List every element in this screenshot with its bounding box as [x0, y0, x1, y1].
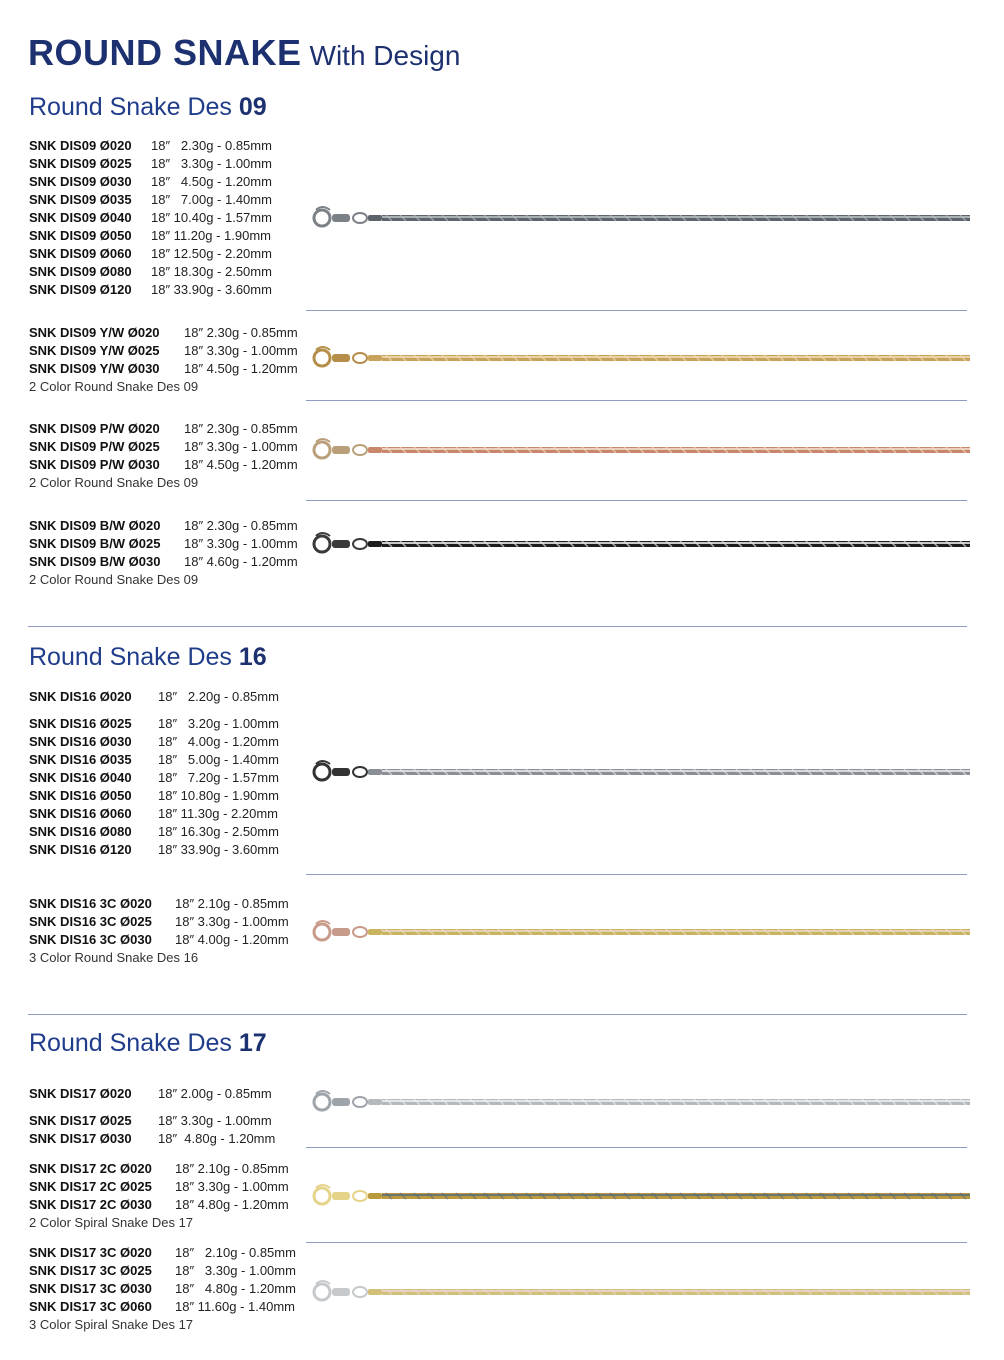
- yellow-white-snake-chain-icon: [306, 336, 972, 380]
- spec-row: [29, 733, 279, 751]
- spec-row: [29, 751, 279, 769]
- product-spec: 18″ 4.50g - 1.20mm: [151, 174, 272, 189]
- spec-group-des09-yw: [29, 324, 298, 396]
- product-spec: 18″ 3.30g - 1.00mm: [175, 1179, 289, 1194]
- divider: [306, 400, 967, 401]
- product-spec: 18″ 3.30g - 1.00mm: [175, 1263, 296, 1278]
- spec-row: [29, 688, 279, 706]
- spec-row: [29, 1160, 289, 1178]
- section-divider: [28, 626, 967, 627]
- silver-design17-chain-icon: [306, 1080, 972, 1124]
- product-spec: 18″ 2.00g - 0.85mm: [158, 1086, 272, 1101]
- spec-row: [29, 715, 279, 733]
- product-code: SNK DIS09 Ø080: [29, 264, 132, 279]
- spec-group-des16-3c: [29, 895, 289, 967]
- product-spec: 18″ 2.30g - 0.85mm: [184, 421, 298, 436]
- section-title-des16: [29, 643, 267, 672]
- product-spec: 18″ 4.60g - 1.20mm: [184, 554, 298, 569]
- spec-row: [29, 769, 279, 787]
- product-spec: 18″ 2.30g - 0.85mm: [184, 518, 298, 533]
- product-spec: 18″ 3.30g - 1.00mm: [175, 914, 289, 929]
- product-spec: 18″ 33.90g - 3.60mm: [151, 282, 272, 297]
- product-code: SNK DIS17 2C Ø030: [29, 1197, 152, 1212]
- spec-row: [29, 1112, 275, 1130]
- product-code: SNK DIS09 Ø035: [29, 192, 132, 207]
- spec-row: [29, 1085, 272, 1103]
- product-code: SNK DIS16 Ø025: [29, 716, 132, 731]
- product-code: SNK DIS09 Ø060: [29, 246, 132, 261]
- spec-row: [29, 517, 298, 535]
- spec-row: [29, 137, 272, 155]
- product-code: SNK DIS17 2C Ø025: [29, 1179, 152, 1194]
- product-code: SNK DIS09 P/W Ø025: [29, 439, 160, 454]
- product-spec: 18″ 3.30g - 1.00mm: [151, 156, 272, 171]
- two-color-spiral-chain-icon: [306, 1174, 972, 1218]
- divider: [306, 874, 967, 875]
- spec-row: [29, 931, 289, 949]
- product-spec: 18″ 4.50g - 1.20mm: [184, 361, 298, 376]
- product-spec: 18″ 3.20g - 1.00mm: [158, 716, 279, 731]
- spec-row: [29, 823, 279, 841]
- product-spec: 18″ 16.30g - 2.50mm: [158, 824, 279, 839]
- section-title-prefix: Round Snake Des: [29, 643, 239, 671]
- product-code: SNK DIS16 Ø040: [29, 770, 132, 785]
- spec-group-des17-2c: [29, 1160, 289, 1232]
- divider: [306, 500, 967, 501]
- product-spec: 18″ 11.30g - 2.20mm: [158, 806, 278, 821]
- product-spec: 18″ 2.10g - 0.85mm: [175, 1161, 289, 1176]
- product-spec: 18″ 33.90g - 3.60mm: [158, 842, 279, 857]
- product-spec: 18″ 12.50g - 2.20mm: [151, 246, 272, 261]
- product-code: SNK DIS09 Y/W Ø030: [29, 361, 160, 376]
- product-spec: 18″ 10.40g - 1.57mm: [151, 210, 272, 225]
- product-spec: 18″ 2.10g - 0.85mm: [175, 1245, 296, 1260]
- product-code: SNK DIS09 P/W Ø030: [29, 457, 160, 472]
- spec-group-des17-silver: [29, 1112, 275, 1148]
- spec-row: [29, 1178, 289, 1196]
- spec-row: [29, 1196, 289, 1214]
- product-code: SNK DIS09 B/W Ø030: [29, 554, 161, 569]
- product-spec: 18″ 4.80g - 1.20mm: [175, 1197, 289, 1212]
- divider: [306, 1147, 967, 1148]
- product-code: SNK DIS16 Ø080: [29, 824, 132, 839]
- product-code: SNK DIS16 Ø050: [29, 788, 132, 803]
- spec-row: [29, 438, 298, 456]
- divider: [306, 310, 967, 311]
- product-code: SNK DIS09 Ø050: [29, 228, 132, 243]
- section-title-des17: [29, 1029, 267, 1058]
- spec-row: [29, 420, 298, 438]
- product-code: SNK DIS17 Ø030: [29, 1131, 132, 1146]
- spec-row: [29, 173, 272, 191]
- section-title-number: 17: [238, 1029, 267, 1057]
- section-title-des09: [29, 93, 267, 122]
- group-caption: 2 Color Round Snake Des 09: [29, 475, 199, 490]
- product-code: SNK DIS16 3C Ø020: [29, 896, 152, 911]
- product-spec: 18″ 4.00g - 1.20mm: [158, 734, 279, 749]
- group-caption: 3 Color Round Snake Des 16: [29, 950, 199, 965]
- product-spec: 18″ 4.50g - 1.20mm: [184, 457, 298, 472]
- spec-group-des16-silver: [29, 715, 279, 859]
- product-code: SNK DIS17 Ø025: [29, 1113, 132, 1128]
- spec-row: [29, 191, 272, 209]
- group-caption: 2 Color Spiral Snake Des 17: [29, 1215, 194, 1230]
- product-spec: 18″ 2.20g - 0.85mm: [158, 689, 279, 704]
- spec-row: [29, 805, 279, 823]
- product-spec: 18″ 11.60g - 1.40mm: [175, 1299, 295, 1314]
- spec-group-des17-020: [29, 1085, 272, 1103]
- spec-group-des09-bw: [29, 517, 298, 589]
- spec-row: [29, 535, 298, 553]
- section-title-number: 16: [238, 643, 267, 671]
- product-code: SNK DIS17 3C Ø060: [29, 1299, 152, 1314]
- spec-row: [29, 841, 279, 859]
- silver-design16-chain-icon: [306, 750, 972, 794]
- product-code: SNK DIS09 B/W Ø025: [29, 536, 161, 551]
- product-code: SNK DIS09 Ø030: [29, 174, 132, 189]
- product-code: SNK DIS16 Ø120: [29, 842, 132, 857]
- spec-group-des09-pw: [29, 420, 298, 492]
- section-divider: [28, 1014, 967, 1015]
- section-title-prefix: Round Snake Des: [29, 1029, 239, 1057]
- product-code: SNK DIS16 3C Ø030: [29, 932, 152, 947]
- product-code: SNK DIS09 Ø040: [29, 210, 132, 225]
- product-spec: 18″ 2.10g - 0.85mm: [175, 896, 289, 911]
- product-code: SNK DIS09 Ø120: [29, 282, 132, 297]
- product-spec: 18″ 2.30g - 0.85mm: [151, 138, 272, 153]
- product-code: SNK DIS09 Y/W Ø025: [29, 343, 160, 358]
- product-code: SNK DIS17 3C Ø025: [29, 1263, 152, 1278]
- group-caption: 3 Color Spiral Snake Des 17: [29, 1317, 194, 1332]
- section-title-number: 09: [238, 93, 267, 121]
- spec-row: [29, 1298, 296, 1316]
- spec-row: [29, 263, 272, 281]
- silver-snake-chain-icon: [306, 196, 972, 240]
- product-spec: 18″ 3.30g - 1.00mm: [184, 439, 298, 454]
- product-code: SNK DIS16 Ø030: [29, 734, 132, 749]
- product-code: SNK DIS09 Ø025: [29, 156, 132, 171]
- spec-row: [29, 1130, 275, 1148]
- spec-row: [29, 155, 272, 173]
- spec-row: [29, 324, 298, 342]
- black-white-snake-chain-icon: [306, 522, 972, 566]
- product-code: SNK DIS09 B/W Ø020: [29, 518, 161, 533]
- section-title-prefix: Round Snake Des: [29, 93, 239, 121]
- page-title: [28, 32, 460, 74]
- product-spec: 18″ 10.80g - 1.90mm: [158, 788, 279, 803]
- three-color-spiral-chain-icon: [306, 1270, 972, 1314]
- product-code: SNK DIS16 Ø035: [29, 752, 132, 767]
- spec-group-des16-020: [29, 688, 279, 706]
- pink-white-snake-chain-icon: [306, 428, 972, 472]
- page-title-sub: With Design: [309, 40, 461, 71]
- group-caption: 2 Color Round Snake Des 09: [29, 572, 199, 587]
- product-spec: 18″ 3.30g - 1.00mm: [184, 536, 298, 551]
- spec-row: [29, 456, 298, 474]
- three-color-design16-chain-icon: [306, 910, 972, 954]
- product-spec: 18″ 3.30g - 1.00mm: [184, 343, 298, 358]
- product-code: SNK DIS17 Ø020: [29, 1086, 132, 1101]
- spec-row: [29, 209, 272, 227]
- product-code: SNK DIS09 Ø020: [29, 138, 132, 153]
- product-spec: 18″ 7.20g - 1.57mm: [158, 770, 279, 785]
- product-spec: 18″ 4.80g - 1.20mm: [175, 1281, 296, 1296]
- spec-row: [29, 1280, 296, 1298]
- product-spec: 18″ 4.80g - 1.20mm: [158, 1131, 276, 1146]
- product-spec: 18″ 2.30g - 0.85mm: [184, 325, 298, 340]
- spec-row: [29, 913, 289, 931]
- product-spec: 18″ 7.00g - 1.40mm: [151, 192, 272, 207]
- product-code: SNK DIS09 P/W Ø020: [29, 421, 160, 436]
- product-spec: 18″ 11.20g - 1.90mm: [151, 228, 271, 243]
- product-spec: 18″ 4.00g - 1.20mm: [175, 932, 289, 947]
- page-title-main: ROUND SNAKE: [28, 32, 302, 73]
- product-spec: 18″ 18.30g - 2.50mm: [151, 264, 272, 279]
- product-code: SNK DIS17 3C Ø020: [29, 1245, 152, 1260]
- spec-row: [29, 227, 272, 245]
- spec-row: [29, 787, 279, 805]
- spec-row: [29, 342, 298, 360]
- product-code: SNK DIS16 Ø060: [29, 806, 132, 821]
- spec-row: [29, 281, 272, 299]
- spec-row: [29, 245, 272, 263]
- spec-row: [29, 895, 289, 913]
- product-code: SNK DIS17 3C Ø030: [29, 1281, 152, 1296]
- product-code: SNK DIS16 Ø020: [29, 689, 132, 704]
- product-code: SNK DIS17 2C Ø020: [29, 1161, 152, 1176]
- spec-group-des17-3c: [29, 1244, 296, 1334]
- product-spec: 18″ 5.00g - 1.40mm: [158, 752, 279, 767]
- spec-group-des09-silver: [29, 137, 272, 299]
- product-code: SNK DIS16 3C Ø025: [29, 914, 152, 929]
- product-spec: 18″ 3.30g - 1.00mm: [158, 1113, 272, 1128]
- spec-row: [29, 553, 298, 571]
- group-caption: 2 Color Round Snake Des 09: [29, 379, 199, 394]
- divider: [306, 1242, 967, 1243]
- product-code: SNK DIS09 Y/W Ø020: [29, 325, 160, 340]
- spec-row: [29, 360, 298, 378]
- spec-row: [29, 1262, 296, 1280]
- spec-row: [29, 1244, 296, 1262]
